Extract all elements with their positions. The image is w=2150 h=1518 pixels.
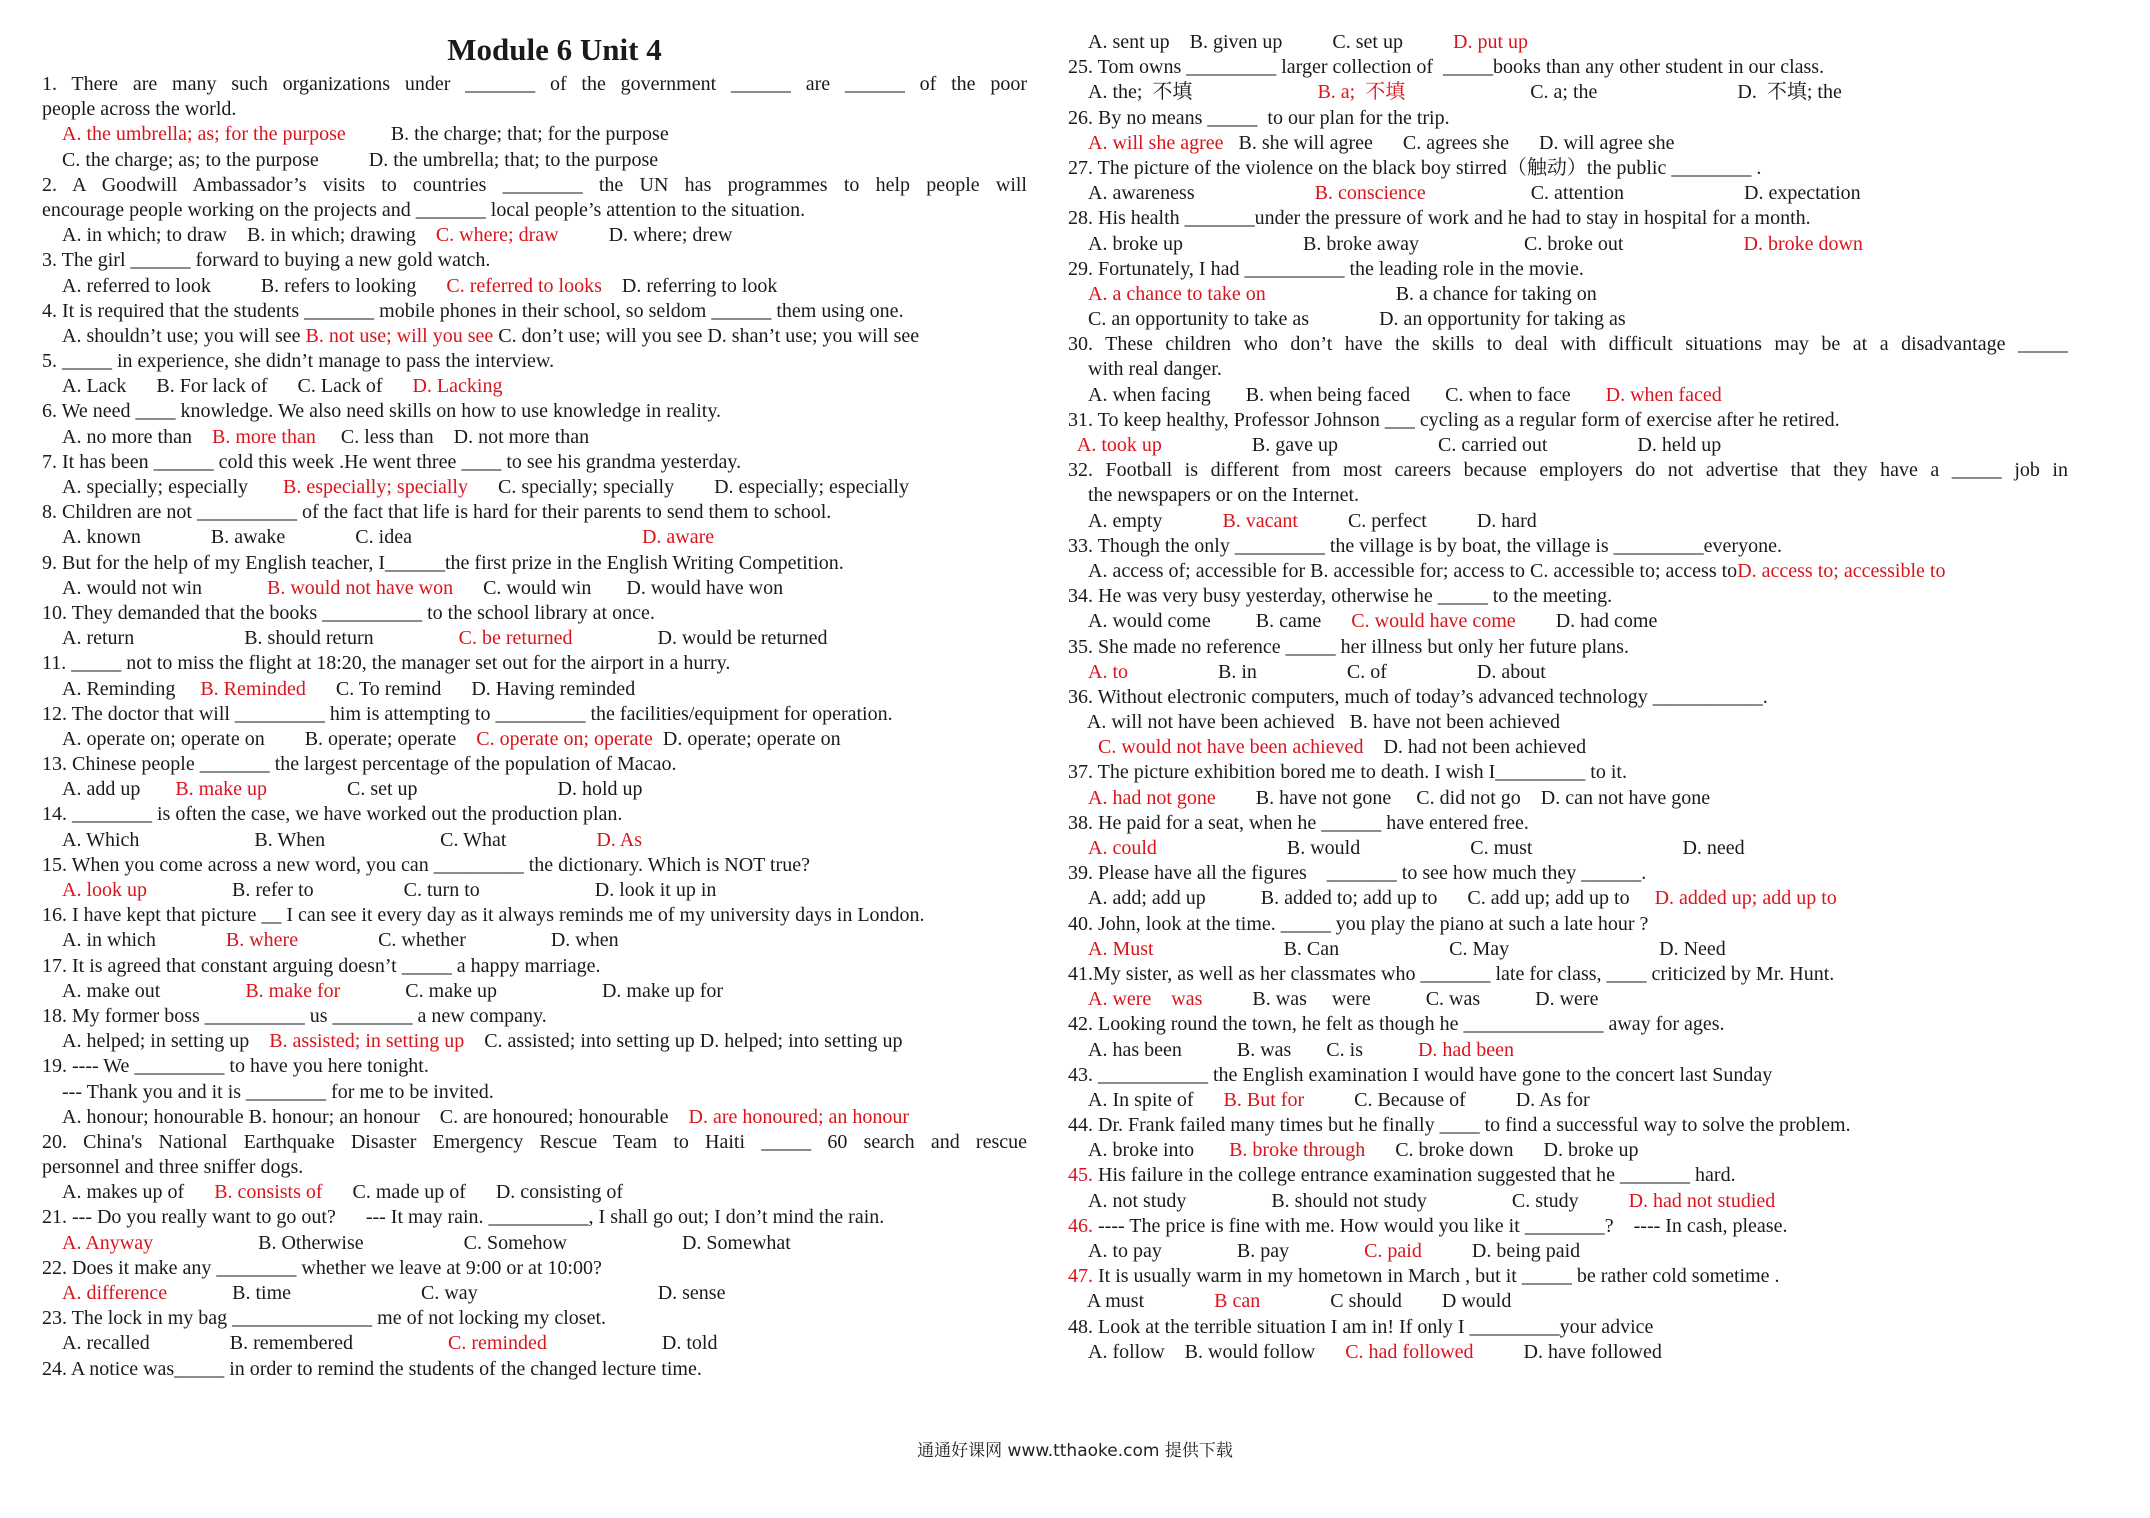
text-segment: 40. John, look at the time. _____ you play the piano at such a late hour ? (1068, 912, 1649, 935)
answer-highlight: B. especially; specially (283, 476, 468, 498)
text-line (1068, 1264, 2068, 1289)
text-line (1068, 811, 2068, 836)
text-line (42, 1281, 1027, 1306)
answer-highlight: A. difference (62, 1282, 168, 1304)
text-segment: 30. These children who don’t have the skills to deal with difficult situations may be at a disadvantage _____ (1068, 333, 2068, 356)
text-segment: 16. I have kept that picture __ I can see it every day as it always reminds me of my university days in London. (42, 904, 925, 927)
text-line (42, 1231, 1027, 1256)
text-line (1068, 483, 2068, 508)
text-line (42, 878, 1027, 903)
text-line (42, 1155, 1027, 1180)
text-line (42, 1105, 1027, 1130)
text-line (1068, 861, 2068, 886)
text-line (1068, 1340, 2068, 1365)
text-line (1068, 332, 2068, 357)
text-segment: A. shouldn’t use; you will see (62, 324, 306, 347)
text-segment: 20. China's National Earthquake Disaster Emergency Rescue Team to Haiti _____ 60 search and rescue (42, 1130, 1027, 1153)
text-line (1068, 1113, 2068, 1138)
text-segment: C. whether D. when (298, 929, 619, 952)
text-segment: 39. Please have all the figures _______ to see how much they ______. (1068, 862, 1647, 885)
text-segment: A. Which B. When C. What (62, 828, 597, 851)
text-line (1068, 559, 2068, 584)
answer-highlight: D. put up (1453, 31, 1528, 53)
answer-highlight: D. access to; accessible to (1737, 559, 1946, 582)
text-line (1068, 156, 2068, 181)
answer-highlight: B. make for (245, 979, 341, 1002)
text-segment: C. specially; specially D. especially; especially (468, 476, 909, 498)
text-segment: 15. When you come across a new word, you can _________ the dictionary. Which is NOT true? (42, 853, 810, 876)
text-segment: 26. By no means _____ to our plan for the trip. (1068, 106, 1450, 129)
text-line (1068, 433, 2068, 458)
text-segment: His failure in the college entrance examination suggested that he _______ hard. (1093, 1164, 1736, 1187)
text-line (42, 274, 1027, 299)
text-segment: A. follow B. would follow (1088, 1340, 1346, 1363)
text-line (1068, 1038, 2068, 1063)
text-line (42, 1331, 1027, 1356)
text-segment: with real danger. (1088, 358, 1222, 381)
text-segment: 9. But for the help of my English teacher, I______the first prize in the English Writing Competition. (42, 551, 844, 574)
text-line (42, 500, 1027, 525)
text-segment: A. to pay B. pay (1088, 1240, 1365, 1262)
text-line (1068, 735, 2068, 760)
text-segment: It is usually warm in my hometown in March , but it _____ be rather cold sometime . (1093, 1265, 1780, 1288)
text-line (1068, 1138, 2068, 1163)
text-line (1068, 760, 2068, 785)
answer-highlight: B. where (225, 929, 299, 952)
text-segment: 12. The doctor that will _________ him is attempting to _________ the facilities/equipment for operation. (42, 702, 893, 725)
text-segment: encourage people working on the projects and _______ local people’s attention to the situation. (42, 198, 806, 221)
answer-highlight: C. would have come (1351, 610, 1516, 633)
answer-highlight: A. a chance to take on (1088, 282, 1266, 305)
text-segment: C. don’t use; will you see D. shan’t use; you will see (493, 324, 920, 347)
answer-highlight: B. a; 不填 (1317, 81, 1406, 104)
text-line (1068, 660, 2068, 685)
text-line (42, 1180, 1027, 1205)
text-line (1068, 131, 2068, 156)
text-line (1068, 55, 2068, 80)
text-line (1068, 232, 2068, 257)
answer-highlight: D. had not studied (1628, 1189, 1776, 1212)
text-segment: C. broke down D. broke up (1365, 1139, 1639, 1162)
text-line (42, 1256, 1027, 1281)
text-segment: A. makes up of (62, 1181, 215, 1204)
text-segment: 2. A Goodwill Ambassador’s visits to countries ________ the UN has programmes to help people will (42, 173, 1027, 196)
text-segment: 6. We need ____ knowledge. We also need skills on how to use knowledge in reality. (42, 400, 722, 423)
text-line (42, 475, 1027, 500)
text-segment: B. gave up C. carried out D. held up (1161, 434, 1722, 456)
text-segment: personnel and three sniffer dogs. (42, 1156, 304, 1179)
text-segment: C. assisted; into setting up D. helped; into setting up (464, 1030, 903, 1053)
text-line (42, 148, 1027, 173)
text-segment: 5. _____ in experience, she didn’t manage to pass the interview. (42, 350, 555, 373)
text-segment: A. no more than (62, 425, 212, 448)
text-line (42, 903, 1027, 928)
text-segment: B. have not gone C. did not go D. can not have gone (1215, 786, 1711, 809)
right-column (1068, 30, 2068, 1365)
text-segment: 35. She made no reference _____ her illness but only her future plans. (1068, 635, 1629, 658)
text-segment: D. told (546, 1332, 718, 1355)
answer-highlight: B. conscience (1314, 182, 1426, 205)
answer-highlight: A. to (1088, 660, 1128, 683)
text-segment: B. a chance for taking on (1265, 282, 1597, 305)
text-line (42, 122, 1027, 147)
text-segment: C. an opportunity to take as D. an opportunity for taking as (1088, 308, 1626, 331)
text-segment: A. when facing B. when being faced C. when to face (1088, 383, 1606, 406)
text-segment: 38. He paid for a seat, when he ______ have entered free. (1068, 811, 1529, 834)
answer-highlight: D. when faced (1605, 383, 1722, 406)
text-line (1068, 357, 2068, 382)
text-line (1068, 383, 2068, 408)
text-line (42, 450, 1027, 475)
text-line (1068, 458, 2068, 483)
text-segment: 24. A notice was_____ in order to remind the students of the changed lecture time. (42, 1357, 702, 1380)
text-line (42, 1205, 1027, 1230)
answer-highlight: D. broke down (1743, 232, 1863, 255)
text-segment: B. refer to C. turn to D. look it up in (147, 879, 717, 901)
text-line (42, 651, 1027, 676)
text-segment: 25. Tom owns _________ larger collection of _____books than any other student in our class. (1068, 56, 1825, 79)
answer-highlight: A. had not gone (1088, 786, 1216, 809)
text-line (42, 374, 1027, 399)
text-line (42, 425, 1027, 450)
text-line (1068, 1163, 2068, 1188)
text-line (42, 576, 1027, 601)
text-line (1068, 836, 2068, 861)
text-line (1068, 635, 2068, 660)
answer-highlight: B. not use; will you see (305, 324, 494, 347)
text-line (1068, 106, 2068, 131)
text-line (42, 299, 1027, 324)
left-question-list (42, 72, 1027, 1382)
text-line (42, 777, 1027, 802)
text-line (42, 248, 1027, 273)
text-segment: A. will not have been achieved B. have not been achieved (1068, 711, 1561, 734)
text-segment: B. in C. of D. about (1128, 660, 1546, 683)
text-segment: C. perfect D. hard (1297, 509, 1537, 532)
text-segment: C. To remind D. Having reminded (305, 677, 636, 700)
text-segment: 33. Though the only _________ the village is by boat, the village is _________everyone. (1068, 534, 1782, 557)
text-segment (1068, 736, 1098, 758)
right-question-list (1068, 30, 2068, 1365)
answer-highlight: 45. (1068, 1164, 1093, 1187)
text-line (1068, 609, 2068, 634)
text-segment: A. the; 不填 (1088, 81, 1318, 104)
text-segment: A. operate on; operate on B. operate; operate (62, 727, 477, 750)
text-segment: A. specially; especially (62, 476, 284, 498)
text-segment: C. less than D. not more than (315, 425, 590, 448)
text-segment: A. would not win (62, 576, 267, 599)
text-segment: 44. Dr. Frank failed many times but he finally ____ to find a successful way to solve the problem. (1068, 1114, 1851, 1137)
text-segment: A. in which; to draw B. in which; drawing (62, 224, 436, 247)
answer-highlight: C. be returned (458, 627, 573, 650)
text-segment: 48. Look at the terrible situation I am in! If only I _________your advice (1068, 1315, 1654, 1338)
text-segment: 41.My sister, as well as her classmates who _______ late for class, ____ criticized by Mr. Hunt. (1068, 962, 1835, 985)
text-line (42, 525, 1027, 550)
text-segment: people across the world. (42, 98, 237, 121)
text-line (42, 828, 1027, 853)
text-segment: 11. _____ not to miss the flight at 18:20, the manager set out for the airport in a hurry. (42, 652, 731, 675)
text-segment: 37. The picture exhibition bored me to death. I wish I_________ to it. (1068, 761, 1627, 784)
text-segment: A. broke up B. broke away C. broke out (1088, 232, 1744, 255)
text-segment: D. had not been achieved (1363, 736, 1587, 759)
page-title: Module 6 Unit 4 (447, 32, 662, 67)
text-segment: 23. The lock in my bag ______________ me of not locking my closet. (42, 1307, 607, 1330)
answer-highlight: B. broke through (1229, 1139, 1366, 1162)
answer-highlight: B. consists of (214, 1181, 323, 1204)
answer-highlight: C. operate on; operate (476, 727, 653, 750)
text-line (42, 853, 1027, 878)
answer-highlight: B. Reminded (200, 677, 306, 700)
text-line (42, 626, 1027, 651)
text-segment: D. being paid (1421, 1240, 1581, 1262)
text-segment: 17. It is agreed that constant arguing doesn’t _____ a happy marriage. (42, 954, 601, 977)
text-line (1068, 710, 2068, 735)
text-segment: B. was were C. was D. were (1202, 988, 1599, 1011)
answer-highlight: B. more than (211, 425, 316, 448)
text-line (42, 551, 1027, 576)
text-segment: C. would win D. would have won (453, 576, 784, 599)
text-line (1068, 786, 2068, 811)
text-segment: D. would be returned (572, 627, 828, 650)
text-line (42, 198, 1027, 223)
answer-highlight: C. paid (1364, 1240, 1422, 1262)
text-segment: 1. There are many such organizations under _______ of the government ______ are ______ of the poor (42, 73, 1027, 95)
answer-highlight: C. where; draw (435, 224, 559, 247)
text-line (1068, 30, 2068, 55)
text-segment: A. Reminding (62, 677, 201, 700)
text-segment: A. In spite of (1088, 1088, 1224, 1111)
answer-highlight: A. look up (62, 879, 147, 901)
answer-highlight: D. added up; add up to (1654, 887, 1837, 910)
text-segment: D. have followed (1473, 1340, 1662, 1363)
answer-highlight: A. will she agree (1088, 131, 1224, 154)
text-segment: 19. ---- We _________ to have you here tonight. (42, 1055, 429, 1078)
text-segment: --- Thank you and it is ________ for me to be invited. (62, 1080, 494, 1103)
text-segment: 14. ________ is often the case, we have worked out the production plan. (42, 803, 623, 826)
text-segment: 34. He was very busy yesterday, otherwise he _____ to the meeting. (1068, 585, 1613, 608)
text-line (42, 1306, 1027, 1331)
text-line (42, 97, 1027, 122)
answer-highlight: A. Must (1088, 937, 1154, 960)
text-line (42, 1029, 1027, 1054)
text-line (1068, 307, 2068, 332)
text-line (1068, 1012, 2068, 1037)
text-segment: 13. Chinese people _______ the largest percentage of the population of Macao. (42, 753, 677, 776)
text-segment: A. make out (62, 979, 246, 1002)
text-line (1068, 1214, 2068, 1239)
text-segment: A. has been B. was C. is (1088, 1038, 1418, 1061)
text-line (42, 727, 1027, 752)
text-line (1068, 534, 2068, 559)
text-segment: D. referring to look (601, 274, 778, 297)
text-segment: C should D would (1260, 1290, 1512, 1313)
text-line (1068, 1315, 2068, 1340)
text-segment: 7. It has been ______ cold this week .He went three ____ to see his grandma yesterday. (42, 450, 742, 473)
text-segment: C. the charge; as; to the purpose D. the umbrella; that; to the purpose (62, 148, 659, 171)
text-segment: A. empty (1088, 509, 1223, 532)
text-segment: A must (1068, 1290, 1215, 1313)
answer-highlight: D. aware (641, 526, 715, 549)
text-line (1068, 206, 2068, 231)
text-segment: A. helped; in setting up (62, 1030, 270, 1053)
answer-highlight: 46. (1068, 1214, 1093, 1237)
text-line (42, 1080, 1027, 1105)
text-line (1068, 1189, 2068, 1214)
text-segment: ---- The price is fine with me. How would you like it ________? ---- In cash, please. (1093, 1214, 1788, 1237)
text-line (1068, 181, 2068, 206)
answer-highlight: B. make up (175, 778, 267, 801)
text-segment: A. in which (62, 929, 226, 952)
text-line (42, 1130, 1027, 1155)
text-segment: C. set up D. hold up (266, 778, 643, 801)
text-segment: B. would C. must D. need (1156, 837, 1745, 859)
text-line (1068, 912, 2068, 937)
text-line (42, 399, 1027, 424)
answer-highlight: B. But for (1223, 1088, 1305, 1111)
text-segment: 29. Fortunately, I had __________ the leading role in the movie. (1068, 257, 1584, 280)
text-line (42, 677, 1027, 702)
text-segment: B. she will agree C. agrees she D. will agree she (1223, 131, 1675, 154)
text-line (1068, 1063, 2068, 1088)
text-segment: 28. His health _______under the pressure of work and he had to stay in hospital for a month. (1068, 207, 1811, 230)
text-segment: A. not study B. should not study C. study (1088, 1189, 1629, 1212)
text-segment: 4. It is required that the students _______ mobile phones in their school, so seldom ______ them using one. (42, 299, 904, 322)
text-segment: 8. Children are not __________ of the fact that life is hard for their parents to send them to school. (42, 501, 832, 524)
text-line (42, 324, 1027, 349)
text-segment: A. known B. awake C. idea (62, 526, 642, 549)
text-line (42, 1357, 1027, 1382)
text-segment: the newspapers or on the Internet. (1088, 484, 1360, 507)
text-line (1068, 257, 2068, 282)
text-segment: A. honour; honourable B. honour; an honour C. are honoured; honourable (62, 1105, 689, 1128)
text-segment: C. make up D. make up for (340, 979, 724, 1002)
answer-highlight: C. referred to looks (446, 274, 602, 297)
answer-highlight: C. would not have been achieved (1098, 736, 1364, 759)
text-segment: A. referred to look B. refers to looking (62, 274, 447, 297)
text-segment: 42. Looking round the town, he felt as though he ______________ away for ages. (1068, 1013, 1725, 1036)
text-line (1068, 80, 2068, 105)
text-line (42, 752, 1027, 777)
text-line (1068, 1239, 2068, 1264)
answer-highlight: B can (1214, 1290, 1261, 1313)
text-segment: C. attention D. expectation (1425, 182, 1861, 205)
text-segment: B. the charge; that; for the purpose (345, 123, 669, 146)
text-segment: 27. The picture of the violence on the black boy stirred（触动）the public ________ . (1068, 156, 1762, 179)
text-segment: A. add; add up B. added to; add up to C. add up; add up to (1088, 887, 1655, 910)
text-line (1068, 1088, 2068, 1113)
text-segment: 31. To keep healthy, Professor Johnson ___ cycling as a regular form of exercise after he retired. (1068, 408, 1840, 431)
text-segment: D. operate; operate on (652, 727, 841, 750)
text-segment: 18. My former boss __________ us ________ a new company. (42, 1004, 547, 1027)
text-segment: D. had come (1515, 610, 1658, 633)
answer-highlight: B. assisted; in setting up (269, 1030, 465, 1053)
text-segment: B. time C. way D. sense (167, 1282, 726, 1304)
text-line (1068, 584, 2068, 609)
text-segment: B. Can C. May D. Need (1153, 937, 1726, 960)
answer-highlight: C. had followed (1345, 1340, 1474, 1363)
text-segment: A. awareness (1088, 182, 1315, 205)
answer-highlight: B. would not have won (267, 576, 454, 599)
text-segment: D. where; drew (558, 224, 733, 247)
text-segment: C. Because of D. As for (1304, 1088, 1590, 1111)
text-segment: B. Otherwise C. Somehow D. Somewhat (153, 1231, 791, 1254)
text-line (42, 802, 1027, 827)
text-line (42, 1054, 1027, 1079)
text-line (1068, 1289, 2068, 1314)
text-segment: A. broke into (1088, 1139, 1230, 1162)
text-segment: 21. --- Do you really want to go out? --- It may rain. __________, I shall go out; I don’t mind the rain. (42, 1206, 885, 1229)
text-segment: 43. ___________ the English examination I would have gone to the concert last Sunday (1068, 1063, 1773, 1086)
text-line (1068, 408, 2068, 433)
answer-highlight: A. could (1088, 837, 1157, 859)
left-column (42, 28, 1027, 1382)
answer-highlight: C. reminded (448, 1332, 547, 1355)
text-segment: 10. They demanded that the books __________ to the school library at once. (42, 601, 655, 624)
text-segment: C. a; the D. 不填; the (1405, 81, 1842, 104)
text-line (1068, 509, 2068, 534)
text-segment: A. sent up B. given up C. set up (1088, 31, 1453, 53)
answer-highlight: A. were was (1088, 988, 1203, 1011)
text-line (42, 979, 1027, 1004)
text-line (42, 702, 1027, 727)
text-segment: A. add up (62, 778, 176, 801)
answer-highlight: D. Lacking (412, 375, 503, 398)
text-segment: 22. Does it make any ________ whether we leave at 9:00 or at 10:00? (42, 1256, 602, 1279)
text-segment: A. recalled B. remembered (62, 1332, 449, 1355)
answer-highlight: D. As (596, 828, 642, 851)
text-segment: 36. Without electronic computers, much of today’s advanced technology ___________. (1068, 685, 1768, 708)
answer-highlight: A. Anyway (62, 1231, 154, 1254)
text-line (42, 173, 1027, 198)
answer-highlight: B. vacant (1222, 509, 1298, 532)
text-segment: A. access of; accessible for B. accessible for; access to C. accessible to; access to (1088, 559, 1738, 582)
text-line (1068, 937, 2068, 962)
text-line (42, 928, 1027, 953)
text-segment: C. made up of D. consisting of (322, 1181, 624, 1204)
text-line (42, 601, 1027, 626)
text-segment: A. Lack B. For lack of C. Lack of (62, 375, 413, 398)
answer-highlight: A. took up (1076, 434, 1162, 456)
text-line (1068, 962, 2068, 987)
text-segment: A. would come B. came (1088, 610, 1352, 633)
answer-highlight: D. are honoured; an honour (688, 1105, 910, 1128)
footer-credit: 通通好课网 www.tthaoke.com 提供下载 (917, 1441, 1233, 1461)
text-line (1068, 685, 2068, 710)
answer-highlight: A. the umbrella; as; for the purpose (62, 123, 346, 146)
text-line (42, 1004, 1027, 1029)
text-line (42, 223, 1027, 248)
answer-highlight: D. had been (1417, 1038, 1515, 1061)
text-line (1068, 886, 2068, 911)
text-line (1068, 987, 2068, 1012)
text-line (42, 349, 1027, 374)
text-segment: A. return B. should return (62, 627, 459, 650)
text-segment: 3. The girl ______ forward to buying a new gold watch. (42, 249, 491, 272)
text-line (42, 72, 1027, 97)
text-segment: 32. Football is different from most careers because employers do not advertise that they have a _____ job in (1068, 459, 2068, 482)
text-segment (1068, 434, 1077, 456)
text-line (42, 954, 1027, 979)
text-line (1068, 282, 2068, 307)
answer-highlight: 47. (1068, 1265, 1093, 1288)
